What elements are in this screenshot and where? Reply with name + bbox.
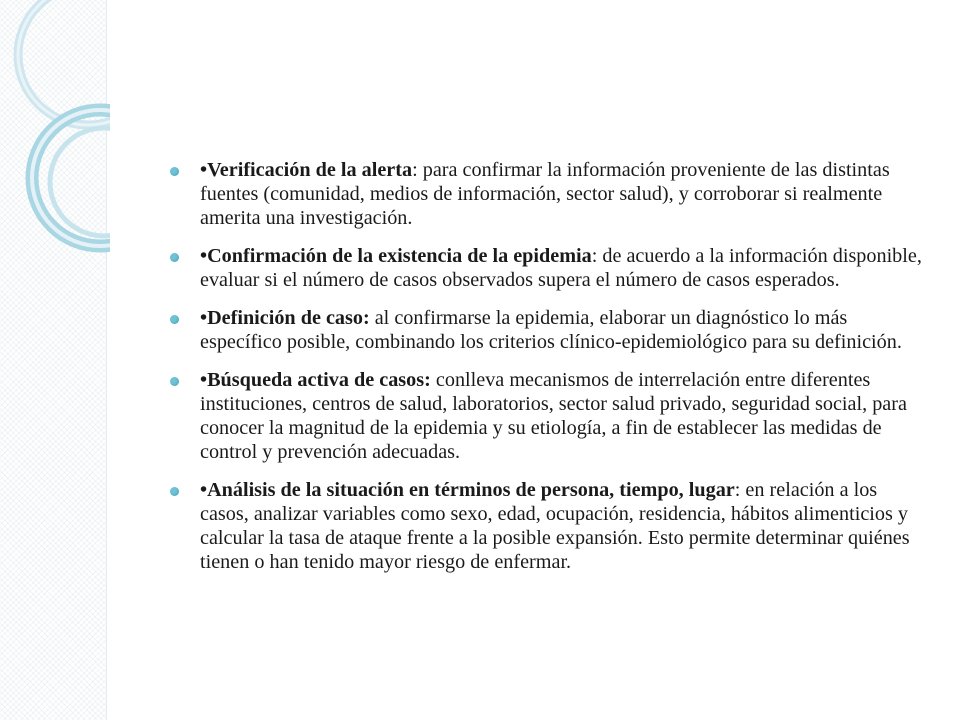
bullet-item-definicion (168, 306, 928, 354)
bullet-item-busqueda (168, 368, 928, 464)
bullet-text: conlleva mecanismos de interrelación entre diferentes instituciones, centros de salud, laboratorios, sector salud privado, seguridad social, para conocer la magnitud de la epidemia y su etiología, a fin de establecer las medidas de control y prevención adecuadas. (200, 369, 907, 463)
bullet-list (168, 158, 928, 574)
bullet-text: : en relación a los casos, analizar variables como sexo, edad, ocupación, residencia, hábitos alimenticios y calcular la tasa de ataque frente a la posible expansión. Esto permite determinar quiénes tienen o han tenido mayor riesgo de enfermar. (200, 479, 910, 573)
bullet-dot-icon (170, 487, 179, 496)
bullet-text: : de acuerdo a la información disponible, evaluar si el número de casos observados supera el número de casos esperados. (200, 245, 922, 291)
decorative-rings (0, 0, 110, 720)
bullet-term: •Búsqueda activa de casos: (200, 369, 431, 391)
bullet-term: •Definición de caso: (200, 307, 370, 329)
bullet-dot-icon (170, 377, 179, 386)
bullet-item-verificacion (168, 158, 928, 230)
bullet-dot-icon (170, 167, 179, 176)
bullet-term: •Verificación de la alerta (200, 159, 413, 181)
ring-middle-inner (50, 128, 110, 236)
bullet-item-analisis (168, 478, 928, 574)
bullet-dot-icon (170, 315, 179, 324)
bullet-text: : para confirmar la información proveniente de las distintas fuentes (comunidad, medios de información, sector salud), y corroborar si realmente amerita una investigación. (200, 159, 890, 229)
bullet-text: al confirmarse la epidemia, elaborar un diagnóstico lo más específico posible, combinando los criterios clínico-epidemiológico para su definición. (200, 307, 902, 353)
bullet-term: •Análisis de la situación en términos de persona, tiempo, lugar (200, 479, 735, 501)
bullet-term: •Confirmación de la existencia de la epidemia (200, 245, 592, 267)
content-area (168, 158, 928, 588)
bullet-item-confirmacion (168, 244, 928, 292)
bullet-dot-icon (170, 253, 179, 262)
